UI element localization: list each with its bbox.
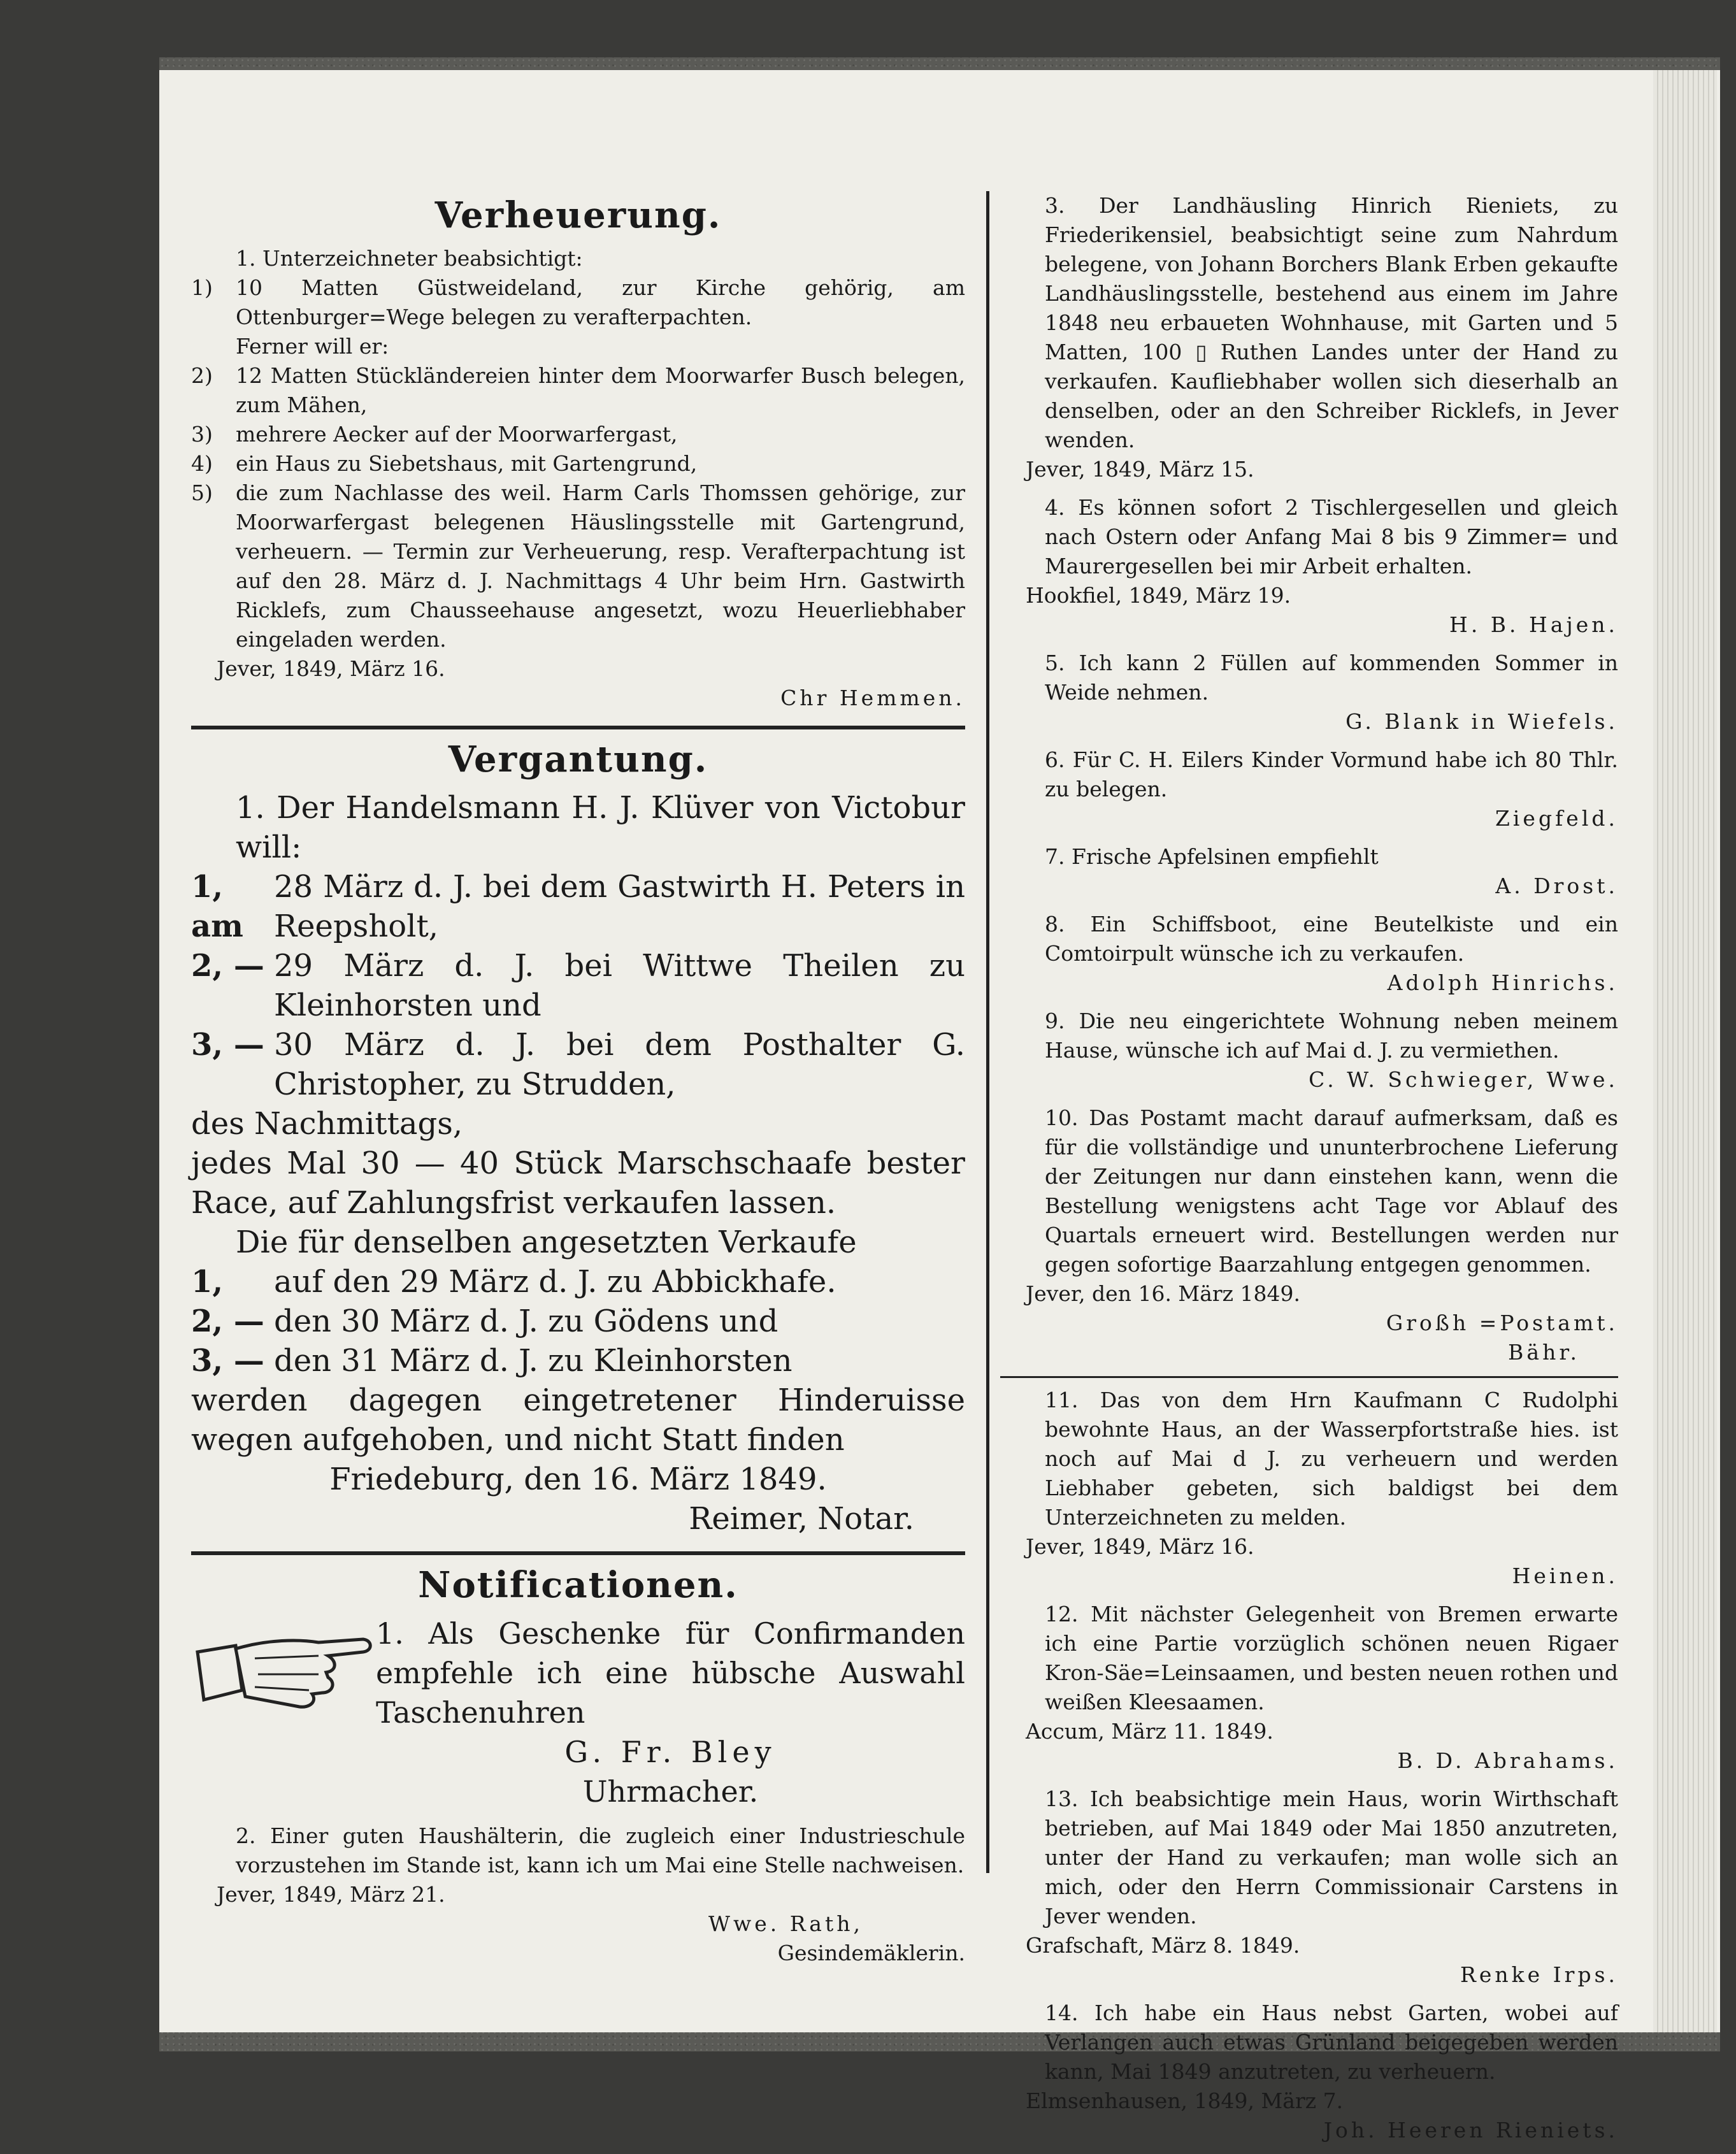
section-divider — [191, 726, 965, 729]
list-item: 2) 12 Matten Stückländereien hinter dem Moorwarfer Busch belegen, zum Mähen, — [191, 363, 965, 417]
notification-2-signature-title: Gesindemäklerin. — [777, 1941, 965, 1965]
notification-1 — [191, 1614, 965, 1811]
list-item: Ferner will er: — [236, 334, 389, 359]
list-item: 1, am 28 März d. J. bei dem Gastwirth H. Peters in Reepsholt, — [191, 869, 965, 944]
notification-2-date: Jever, 1849, März 21. — [217, 1882, 445, 1907]
section-verheuerung — [191, 194, 965, 713]
right-column — [1000, 191, 1618, 2154]
vergantung-body — [191, 788, 965, 1539]
heading-vergantung: Vergantung. — [448, 738, 708, 780]
notification-2-text: 2. Einer guten Haushälterin, die zugleich einer Industrieschule vorzustehen im Stande ist, kann ich um Mai eine Stelle nachweisen. — [236, 1823, 965, 1878]
vergantung-intro: 1. Der Handelsmann H. J. Klüver von Victobur will: — [236, 790, 965, 865]
notification-2-signature: Wwe. Rath, — [708, 1911, 863, 1936]
section-divider — [191, 1551, 965, 1555]
list-item: 5. Ich kann 2 Füllen auf kommenden Sommer in Weide nehmen. G. Blank in Wiefels. — [1045, 650, 1618, 734]
heading-verheuerung: Verheuerung. — [434, 194, 722, 236]
notification-1-signature: G. Fr. Bley — [564, 1735, 777, 1769]
vergantung-closing: werden dagegen eingetretener Hinderuisse wegen aufgehoben, und nicht Statt finden — [191, 1382, 965, 1458]
list-item: 5) die zum Nachlasse des weil. Harm Carls Thomssen gehörige, zur Moorwarfergast belegenen Häuslingsstelle mit Gartengrund, verheuern. — Termin zur Verheuerung, resp. Verafterpachtung ist auf den 28. März d. J. Nachmittags 4 Uhr beim Hrn. Gastwirth Ricklefs, zum Chausseehause angesetzt, wozu Heuerliebhaber eingeladen werden. — [191, 480, 965, 652]
verheuerung-intro: 1. Unterzeichneter beabsichtigt: — [236, 246, 583, 271]
verheuerung-signature: Chr Hemmen. — [780, 686, 965, 710]
verheuerung-body — [191, 244, 965, 713]
list-item: 11. Das von dem Hrn Kaufmann C Rudolphi bewohnte Haus, an der Wasserpfortstraße hies. ist noch auf Mai d J. zu verheuern und werden Liebhaber gebeten, sich baldigst bei dem Unterzeichneten zu melden. Jever, 1849, März 16. Heinen. — [1026, 1388, 1618, 1588]
vergantung-sales-intro: Die für denselben angesetzten Verkaufe — [236, 1224, 857, 1260]
vergantung-cont: des Nachmittags, — [191, 1106, 463, 1142]
vergantung-signature: Reimer, Notar. — [689, 1501, 914, 1537]
section-vergantung — [191, 738, 965, 1539]
list-item: 6. Für C. H. Eilers Kinder Vormund habe ich 80 Thlr. zu belegen. Ziegfeld. — [1045, 747, 1618, 831]
page-edges — [1653, 70, 1717, 2032]
list-item: 3, — 30 März d. J. bei dem Posthalter G. Christopher, zu Strudden, — [191, 1027, 965, 1102]
list-item: 3, — den 31 März d. J. zu Kleinhorsten — [191, 1343, 793, 1379]
column-divider — [986, 191, 989, 1873]
list-item: 4) ein Haus zu Siebetshaus, mit Gartengrund, — [191, 451, 698, 476]
notification-1-text: 1. Als Geschenke für Confirmanden empfehle ich eine hübsche Auswahl Taschenuhren — [376, 1616, 965, 1730]
list-item: 9. Die neu eingerichtete Wohnung neben meinem Hause, wünsche ich auf Mai d. J. zu vermiethen. C. W. Schwieger, Wwe. — [1045, 1009, 1618, 1092]
list-item: 2, — den 30 März d. J. zu Gödens und — [191, 1303, 778, 1339]
notification-2 — [191, 1821, 965, 1968]
vergantung-sheep: jedes Mal 30 — 40 Stück Marschschaafe bester Race, auf Zahlungsfrist verkaufen lassen. — [191, 1145, 965, 1221]
verheuerung-date: Jever, 1849, März 16. — [217, 656, 445, 681]
section-notificationen — [191, 1564, 965, 1968]
pointing-hand-icon — [191, 1614, 376, 1722]
list-item: 1, auf den 29 März d. J. zu Abbickhafe. — [191, 1264, 836, 1300]
list-item: 2, — 29 März d. J. bei Wittwe Theilen zu Kleinhorsten und — [191, 948, 965, 1023]
list-item: 10. Das Postamt macht darauf aufmerksam, daß es für die vollständige und ununterbrochene Lieferung der Zeitungen nur dann einstehen kann, wenn die Bestellung wenigstens acht Tage vor Ablauf des Quartals erneuert wird. Bestellungen werden nur gegen sofortige Baarzahlung entgegen genommen. Jever, den 16. März 1849. Großh =Postamt. Bähr. — [1026, 1105, 1618, 1365]
list-item: 14. Ich habe ein Haus nebst Garten, wobei auf Verlangen auch etwas Grünland beigegeben werden kann, Mai 1849 anzutreten, zu verheuern. Elmsenhausen, 1849, März 7. Joh. Heeren Rieniets. — [1026, 2000, 1618, 2143]
heading-notificationen: Notificationen. — [418, 1564, 738, 1606]
notification-1-signature-title: Uhrmacher. — [582, 1774, 759, 1809]
list-item: 3) mehrere Aecker auf der Moorwarfergast, — [191, 422, 678, 447]
list-item: 13. Ich beabsichtige mein Haus, worin Wirthschaft betrieben, auf Mai 1849 oder Mai 1850 anzutreten, unter der Hand zu verkaufen; man wolle sich an mich, oder den Herrn Commissionair Carstens in Jever wenden. Grafschaft, März 8. 1849. Renke Irps. — [1026, 1786, 1618, 1987]
list-item: 3. Der Landhäusling Hinrich Rieniets, zu Friederikensiel, beabsichtigt seine zum Nahrdum belegene, von Johann Borchers Blank Erben gekaufte Landhäuslingsstelle, bestehend aus einem im Jahre 1848 neu erbaueten Wohnhause, mit Garten und 5 Matten, 100 ▯ Ruthen Landes unter der Hand zu verkaufen. Kaufliebhaber wollen sich dieserhalb an denselben, oder an den Schreiber Ricklefs, in Jever wenden. Jever, 1849, März 15. — [1026, 193, 1618, 482]
section-divider — [1000, 1376, 1618, 1378]
list-item: 8. Ein Schiffsboot, eine Beutelkiste und ein Comtoirpult wünsche ich zu verkaufen. Adolph Hinrichs. — [1045, 912, 1618, 995]
list-item: 7. Frische Apfelsinen empfiehlt A. Drost. — [1045, 844, 1618, 898]
list-item: 4. Es können sofort 2 Tischlergesellen und gleich nach Ostern oder Anfang Mai 8 bis 9 Zimmer= und Maurergesellen bei mir Arbeit erhalten. Hookfiel, 1849, März 19. H. B. Hajen. — [1026, 495, 1618, 637]
vergantung-date: Friedeburg, den 16. März 1849. — [329, 1461, 827, 1497]
list-item: 12. Mit nächster Gelegenheit von Bremen erwarte ich eine Partie vorzüglich schönen neuen Rigaer Kron-Säe=Leinsaamen, und besten neuen rothen und weißen Kleesaamen. Accum, März 11. 1849. B. D. Abrahams. — [1026, 1602, 1618, 1773]
left-column — [191, 121, 965, 1968]
list-item: 1) 10 Matten Güstweideland, zur Kirche gehörig, am Ottenburger=Wege belegen zu verafterpachten. — [191, 275, 965, 329]
